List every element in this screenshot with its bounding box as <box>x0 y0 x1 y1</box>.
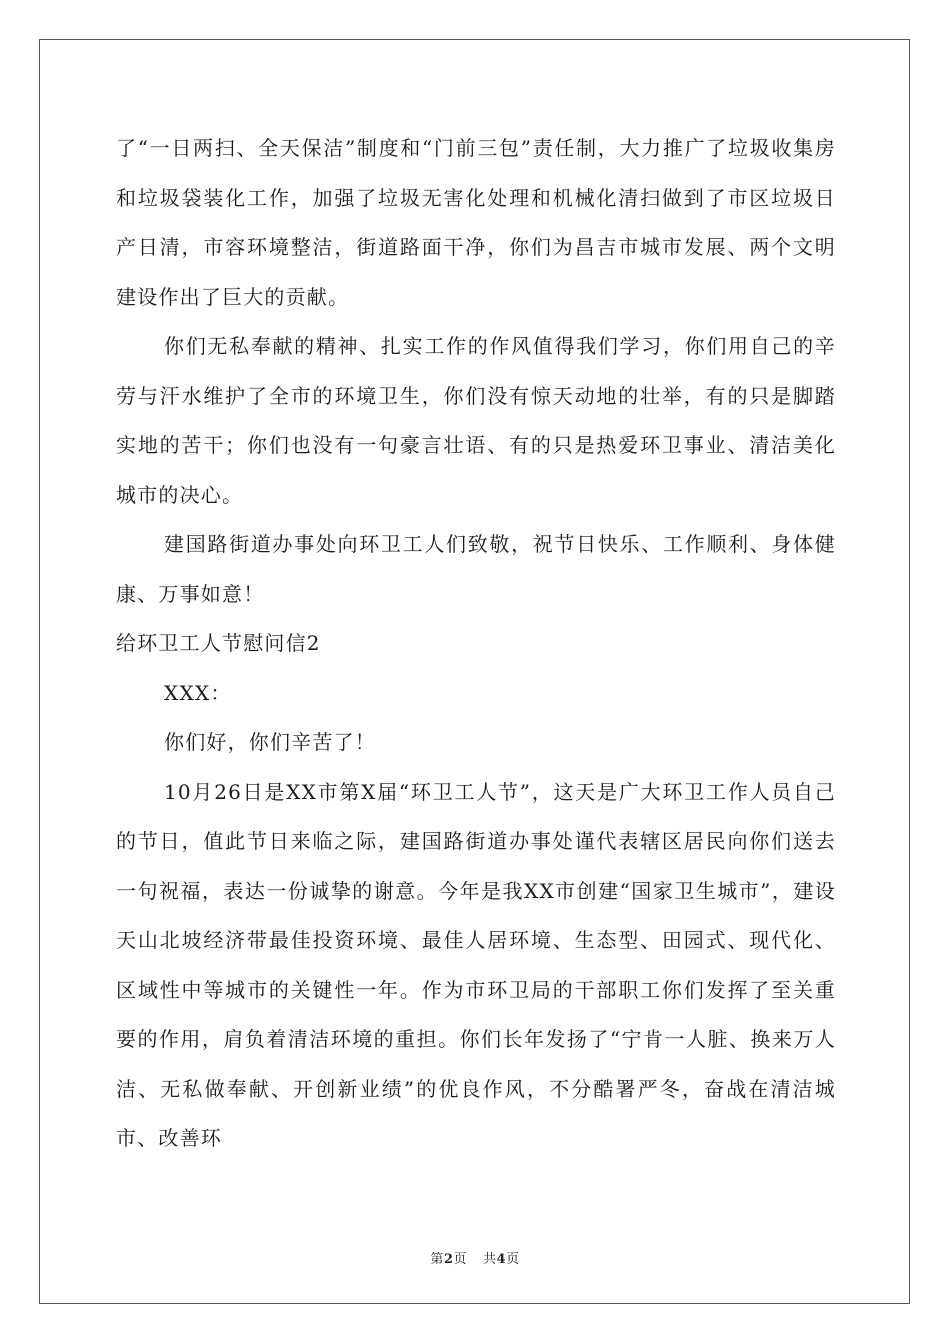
paragraph-3: 建国路街道办事处向环卫工人们致敬，祝节日快乐、工作顺利、身体健康、万事如意！ <box>116 532 836 606</box>
letter-title: 给环卫工人节慰问信2 <box>116 631 321 655</box>
page-number: 2 <box>443 1252 454 1267</box>
total-prefix: 共 <box>483 1252 497 1267</box>
page-suffix: 页 <box>453 1252 467 1267</box>
total-suffix: 页 <box>506 1252 520 1267</box>
paragraph-body: 10月26日是XX市第X届“环卫工人节”，这天是广大环卫工作人员自己的节日，值此节日来临之际，建国路街道办事处谨代表辖区居民向你们送去一句祝福，表达一份诚挚的谢意。今年是我XX市创建“国家卫生城市”，建设天山北坡经济带最佳投资环境、最佳人居环境、生态型、田园式、现代化、区域性中等城市的关键性一年。作为市环卫局的干部职工你们发挥了至关重要的作用，肩负着清洁环境的重担。你们长年发扬了“宁肯一人脏、换来万人洁、无私做奉献、开创新业绩”的优良作风，不分酷署严冬，奋战在清洁城市、改善环 <box>116 779 836 1150</box>
document-body <box>116 124 836 1164</box>
page-footer <box>0 1248 950 1267</box>
letter-salutation: XXX： <box>164 680 232 705</box>
letter-greeting: 你们好，你们辛苦了！ <box>164 730 376 754</box>
paragraph-2: 你们无私奉献的精神、扎实工作的作风值得我们学习，你们用自己的辛劳与汗水维护了全市的环境卫生，你们没有惊天动地的壮举，有的只是脚踏实地的苦干；你们也没有一句豪言壮语、有的只是热爱环卫事业、清洁美化城市的决心。 <box>116 334 836 507</box>
paragraph-1: 了“一日两扫、全天保洁”制度和“门前三包”责任制，大力推广了垃圾收集房和垃圾袋装化工作，加强了垃圾无害化处理和机械化清扫做到了市区垃圾日产日清，市容环境整洁，街道路面干净，你们为昌吉市城市发展、两个文明建设作出了巨大的贡献。 <box>116 136 836 309</box>
page-prefix: 第 <box>430 1252 444 1267</box>
total-pages: 4 <box>496 1252 507 1267</box>
